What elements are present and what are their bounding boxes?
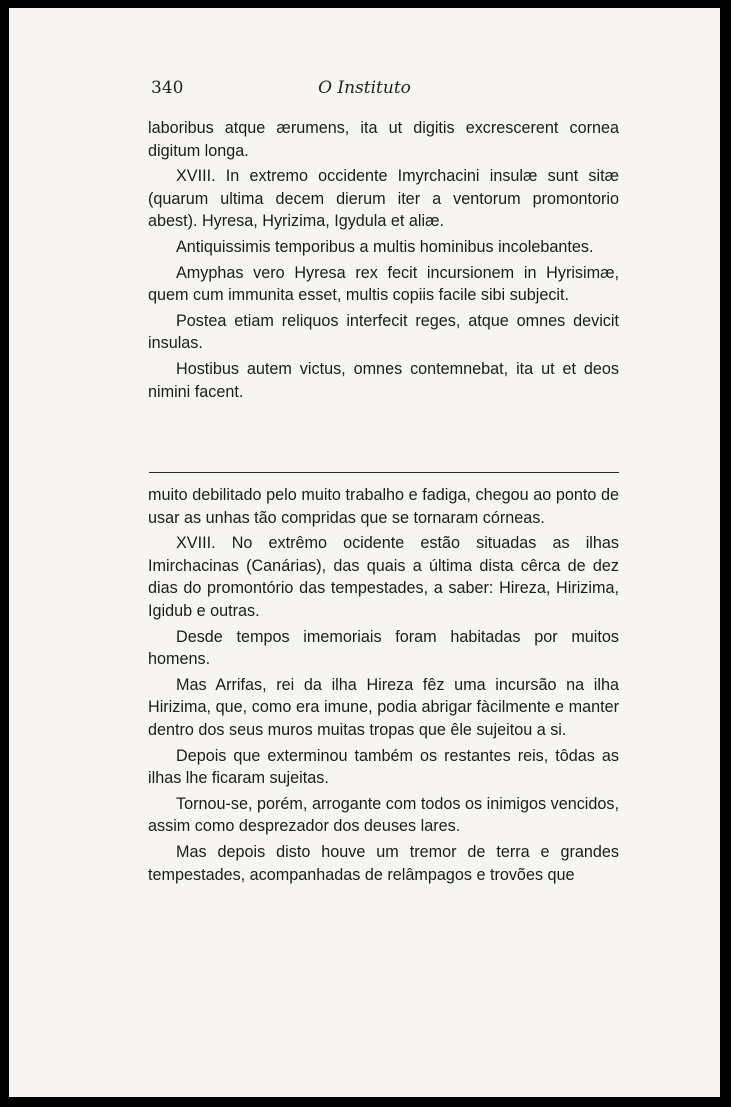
book-page [9, 8, 720, 1097]
latin-paragraph: Hostibus autem victus, omnes contemnebat, ita ut et deos nimini facent. [148, 359, 619, 401]
portuguese-paragraph: XVIII. No extrêmo ocidente estão situadas as ilhas Imirchacinas (Canárias), das quais a última dista cêrca de dez dias do promontório das tempestades, a saber: Hireza, Hirizima, Igidub e outras. [148, 534, 619, 620]
portuguese-paragraph: Mas Arrifas, rei da ilha Hireza fêz uma incursão na ilha Hirizima, que, como era imune, podia abrigar fàcilmente e manter dentro dos seus muros muitas tropas que êle sujeitou a si. [148, 675, 619, 739]
portuguese-text [148, 484, 619, 889]
section-divider [149, 472, 619, 473]
latin-paragraph: laboribus atque ærumens, ita ut digitis excrescerent cornea digitum longa. [148, 119, 619, 160]
portuguese-paragraph: Mas depois disto houve um tremor de terra e grandes tempestades, acompanhadas de relâmpagos e trovões que [148, 842, 619, 884]
latin-paragraph: Antiquissimis temporibus a multis hominibus incolebantes. [176, 237, 594, 256]
latin-paragraph: Amyphas vero Hyresa rex fecit incursionem in Hyrisimæ, quem cum immunita esset, multis copiis facile sibi subjecit. [148, 263, 619, 305]
running-title: O Instituto [318, 78, 411, 98]
latin-paragraph: Postea etiam reliquos interfecit reges, atque omnes devicit insulas. [148, 311, 619, 353]
portuguese-paragraph: Tornou-se, porém, arrogante com todos os inimigos vencidos, assim como desprezador dos deuses lares. [148, 794, 619, 836]
latin-paragraph: XVIII. In extremo occidente Imyrchacini insulæ sunt sitæ (quarum ultima decem dierum iter a ventorum promontorio abest). Hyresa, Hyrizima, Igydula et aliæ. [148, 167, 619, 231]
portuguese-paragraph: Desde tempos imemoriais foram habitadas por muitos homens. [148, 627, 619, 669]
page-header [9, 78, 720, 108]
portuguese-paragraph: Depois que exterminou também os restantes reis, tôdas as ilhas lhe ficaram sujeitas. [148, 746, 619, 788]
page-number: 340 [151, 78, 184, 98]
latin-text [148, 117, 619, 406]
portuguese-paragraph: muito debilitado pelo muito trabalho e fadiga, chegou ao ponto de usar as unhas tão compridas que se tornaram córneas. [148, 486, 619, 527]
